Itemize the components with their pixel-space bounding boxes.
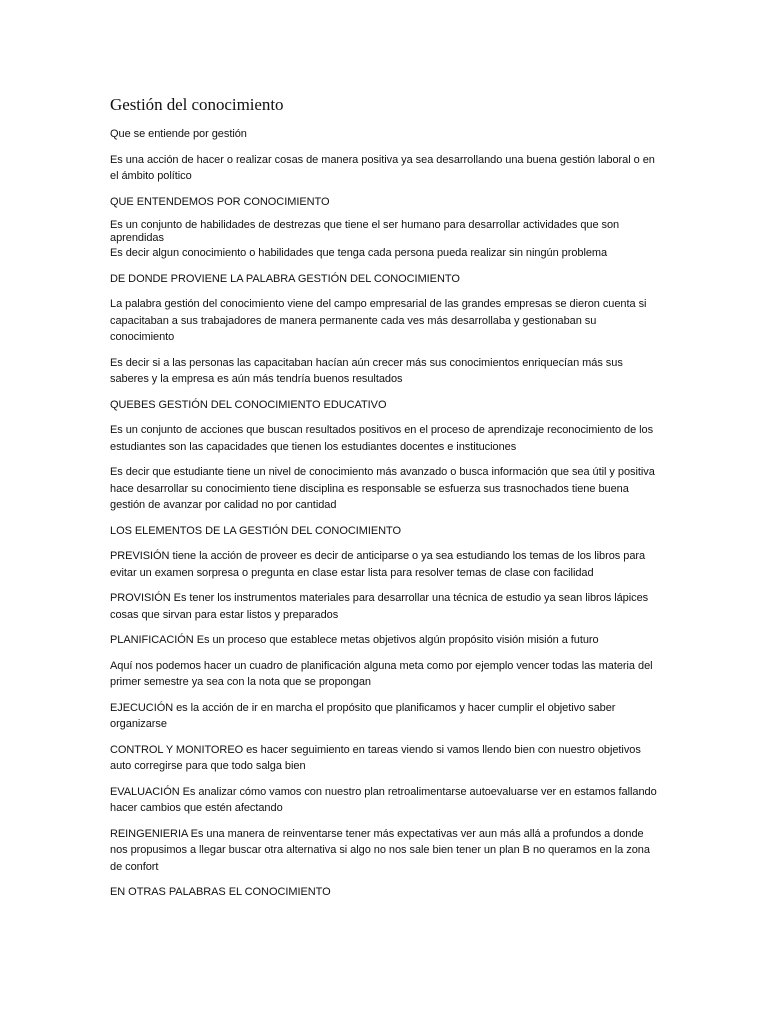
paragraph-definicion-conocimiento: [110, 219, 662, 262]
paragraph-line: REINGENIERIA Es una manera de reinventarse tener más expectativas ver aun más allá a profundos a donde nos propusimos a llegar buscar otra alternativa si algo no nos sale bien tener un plan B no queramos en la zona de confort: [110, 827, 650, 873]
paragraph-line: Es un conjunto de acciones que buscan resultados positivos en el proceso de aprendizaje reconocimiento de los estudiantes son las capacidades que tienen los estudiantes docentes e instituciones: [110, 424, 654, 453]
document-title: Gestión del conocimiento: [110, 95, 284, 114]
paragraph-line: Es decir algun conocimiento o habilidades que tenga cada persona pueda realizar sin ningún problema: [110, 247, 608, 259]
paragraph-reingenieria: [110, 826, 662, 876]
document-content: [110, 94, 662, 910]
section-heading: LOS ELEMENTOS DE LA GESTIÓN DEL CONOCIMIENTO: [110, 524, 401, 537]
heading-otras-palabras: [110, 884, 662, 901]
paragraph-line: Es una acción de hacer o realizar cosas de manera positiva ya sea desarrollando una buena gestión laboral o en el ámbito político: [110, 153, 655, 182]
paragraph-prevision: [110, 548, 662, 581]
paragraph-line: CONTROL Y MONITOREO es hacer seguimiento en tareas viendo si vamos llendo bien con nuestro objetivos auto corregirse para que todo salga bien: [110, 743, 641, 772]
paragraph-line: Es decir si a las personas las capacitaban hacían aún crecer más sus conocimientos enriquecían más sus saberes y la empresa es aún más tendría buenos resultados: [110, 356, 623, 385]
paragraph-cuadro-planificacion: [110, 658, 662, 691]
paragraph-capacitacion: [110, 355, 662, 388]
paragraph-line: PLANIFICACIÓN Es un proceso que establece metas objetivos algún propósito visión misión a futuro: [110, 634, 599, 646]
paragraph-provision: [110, 590, 662, 623]
paragraph-line: EJECUCIÓN es la acción de ir en marcha el propósito que planificamos y hacer cumplir el objetivo saber organizarse: [110, 701, 616, 730]
heading-conocimiento: [110, 194, 662, 211]
heading-elementos: [110, 523, 662, 540]
section-heading: DE DONDE PROVIENE LA PALABRA GESTIÓN DEL CONOCIMIENTO: [110, 272, 460, 285]
paragraph-planificacion: [110, 632, 662, 649]
paragraph-line: Es un conjunto de habilidades de destrezas que tiene el ser humano para desarrollar actividades que son aprendidas: [110, 219, 620, 244]
section-heading: QUE ENTENDEMOS POR CONOCIMIENTO: [110, 195, 330, 208]
section-heading: QUEBES GESTIÓN DEL CONOCIMIENTO EDUCATIVO: [110, 398, 387, 411]
paragraph-educativo: [110, 422, 662, 455]
heading-educativo: [110, 397, 662, 414]
paragraph-control: [110, 742, 662, 775]
paragraph-line: PROVISIÓN Es tener los instrumentos materiales para desarrollar una técnica de estudio ya sean libros lápices cosas que sirvan para estar listos y preparados: [110, 592, 649, 621]
paragraph-line: La palabra gestión del conocimiento viene del campo empresarial de las grandes empresas se dieron cuenta si capacitaban a sus trabajadores de manera permanente cada ves más desarrollaba y gestionaban su conocimiento: [110, 298, 647, 343]
paragraph-line: Es decir que estudiante tiene un nivel de conocimiento más avanzado o busca información que sea útil y positiva hace desarrollar su conocimiento tiene disciplina es responsable se esfuerza sus trasnochados tiene buena gestión de avanzar por calidad no por cantidad: [110, 466, 655, 511]
paragraph-ejecucion: [110, 700, 662, 733]
paragraph-line: Aquí nos podemos hacer un cuadro de planificación alguna meta como por ejemplo vencer todas las materia del primer semestre ya sea con la nota que se propongan: [110, 659, 653, 688]
section-heading: EN OTRAS PALABRAS EL CONOCIMIENTO: [110, 886, 331, 898]
paragraph-line: EVALUACIÓN Es analizar cómo vamos con nuestro plan retroalimentarse autoevaluarse ver en estamos fallando hacer cambios que estén afectando: [110, 785, 657, 814]
paragraph-que-se-entiende: [110, 126, 662, 143]
paragraph-origen: [110, 296, 662, 346]
heading-origen: [110, 271, 662, 288]
paragraph-line: Que se entiende por gestión: [110, 128, 247, 140]
paragraph-definicion-gestion: [110, 152, 662, 185]
paragraph-line: PREVISIÓN tiene la acción de proveer es decir de anticiparse o ya sea estudiando los temas de los libros para evitar un examen sorpresa o pregunta en clase estar lista para resolver temas de clase con facilidad: [110, 550, 646, 579]
paragraph-evaluacion: [110, 784, 662, 817]
paragraph-estudiante: [110, 464, 662, 514]
